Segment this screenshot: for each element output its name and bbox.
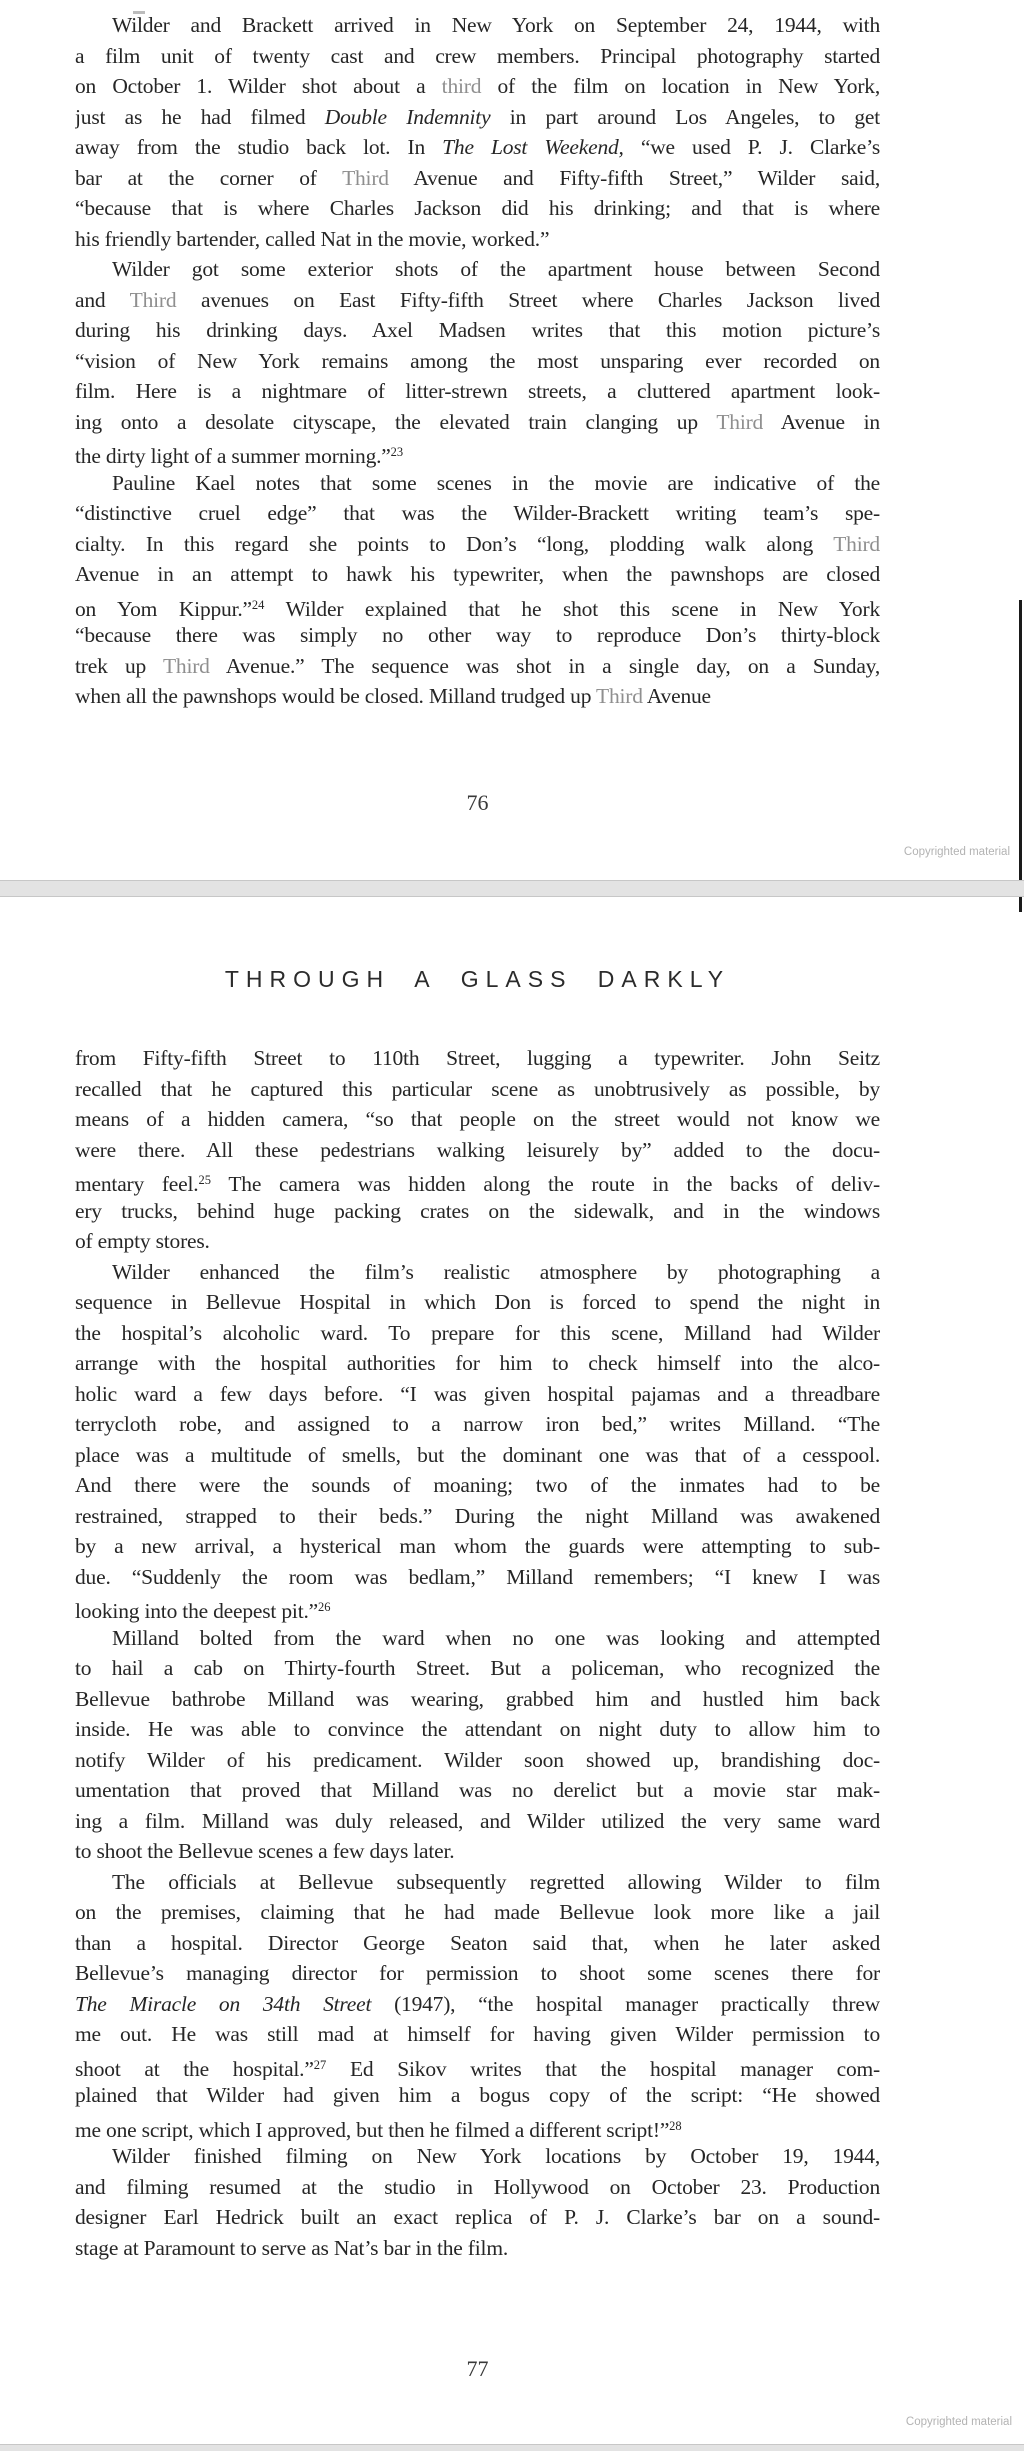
text-line: by a new arrival, a hysterical man whom the guards were attempting to sub- bbox=[75, 1534, 880, 1558]
text-line: Bellevue’s managing director for permission to shoot some scenes there for bbox=[75, 1961, 880, 1985]
text-line: Wilder got some exterior shots of the apartment house between Second bbox=[112, 257, 880, 281]
text-line: than a hospital. Director George Seaton said that, when he later asked bbox=[75, 1930, 880, 1955]
text-line: when all the pawnshops would be closed. Milland trudged up Third Avenue bbox=[75, 684, 711, 708]
highlighted-term: Third bbox=[129, 287, 177, 312]
running-header: THROUGH A GLASS DARKLY bbox=[224, 966, 731, 992]
text-line: to shoot the Bellevue scenes a few days later. bbox=[75, 1839, 455, 1863]
text-line: The Miracle on 34th Street (1947), “the hospital manager practically threw bbox=[75, 1991, 880, 2016]
text-line: Pauline Kael notes that some scenes in the movie are indicative of the bbox=[112, 470, 880, 495]
text-line: were there. All these pedestrians walking leisurely by” added to the docu- bbox=[75, 1137, 880, 1162]
text-line: restrained, strapped to their beds.” During the night Milland was awakened bbox=[75, 1503, 880, 1528]
text-line: bar at the corner of Third Avenue and Fifty-fifth Street,” Wilder said, bbox=[75, 165, 880, 190]
book-title-italic: The Miracle on 34th Street bbox=[75, 1991, 372, 2016]
text-line: sequence in Bellevue Hospital in which Don is forced to spend the night in bbox=[75, 1290, 880, 1314]
text-line: Avenue in an attempt to hawk his typewriter, when the pawnshops are closed bbox=[75, 562, 880, 586]
paragraph bbox=[75, 254, 880, 468]
text-line: shoot at the hospital.”$^{27}$ Ed Sikov writes that the hospital manager com- bbox=[75, 2056, 880, 2080]
copyright-label: Copyrighted material bbox=[903, 846, 1010, 858]
text-line: Bellevue bathrobe Milland was wearing, grabbed him and hustled him back bbox=[75, 1686, 880, 1711]
text-line: to hail a cab on Thirty-fourth Street. But a policeman, who recognized the bbox=[75, 1656, 880, 1680]
text-line: “because that is where Charles Jackson did his drinking; and that is where bbox=[75, 196, 880, 220]
paragraph bbox=[75, 1867, 880, 2142]
highlighted-term: Third bbox=[716, 409, 764, 434]
paragraph bbox=[75, 2141, 880, 2263]
highlighted-term: Third bbox=[833, 531, 880, 556]
text-line: And there were the sounds of moaning; two of the inmates had to be bbox=[75, 1473, 880, 1497]
text-line: Wilder enhanced the film’s realistic atmosphere by photographing a bbox=[112, 1259, 880, 1284]
highlighted-term: Third bbox=[342, 165, 389, 190]
footnote-reference: 28 bbox=[669, 2118, 682, 2133]
text-line: cialty. In this regard she points to Don’s “long, plodding walk along Third bbox=[75, 531, 880, 556]
text-line: The officials at Bellevue subsequently regretted allowing Wilder to film bbox=[112, 1869, 880, 1894]
book-title-italic: Double Indemnity bbox=[324, 104, 491, 129]
page-number-77: 77 bbox=[466, 2356, 489, 2381]
paragraph bbox=[75, 468, 880, 712]
text-line: place was a multitude of smells, but the dominant one was that of a cesspool. bbox=[75, 1442, 880, 1467]
text-line: designer Earl Hedrick built an exact replica of P. J. Clarke’s bar on a sound- bbox=[75, 2205, 880, 2229]
text-line: the dirty light of a summer morning.”$^{23}$ bbox=[75, 444, 404, 468]
text-line: mentary feel.$^{25}$ The camera was hidden along the route in the backs of deliv- bbox=[75, 1172, 880, 1196]
text-line: and Third avenues on East Fifty-fifth Street where Charles Jackson lived bbox=[75, 287, 880, 312]
text-line: ing onto a desolate cityscape, the elevated train clanging up Third Avenue in bbox=[75, 409, 880, 434]
text-line: Milland bolted from the ward when no one was looking and attempted bbox=[112, 1625, 880, 1650]
text-line: Wilder finished filming on New York locations by October 19, 1944, bbox=[112, 2144, 880, 2168]
text-line: means of a hidden camera, “so that people on the street would not know we bbox=[75, 1107, 880, 1131]
page-edge-artifact-bar bbox=[1019, 600, 1022, 912]
text-line: during his drinking days. Axel Madsen writes that this motion picture’s bbox=[75, 318, 880, 342]
paragraph bbox=[75, 1043, 880, 1257]
text-line: away from the studio back lot. In The Lost Weekend, “we used P. J. Clarke’s bbox=[75, 135, 880, 159]
paragraph bbox=[75, 10, 880, 254]
book-title-italic: The Lost Weekend, bbox=[442, 135, 624, 159]
footnote-reference: 27 bbox=[313, 2057, 327, 2072]
text-line: from Fifty-fifth Street to 110th Street, lugging a typewriter. John Seitz bbox=[75, 1046, 880, 1070]
text-line: looking into the deepest pit.”$^{26}$ bbox=[75, 1599, 331, 1623]
text-line: umentation that proved that Milland was no derelict but a movie star mak- bbox=[75, 1778, 880, 1802]
text-line: holic ward a few days before. “I was given hospital pajamas and a threadbare bbox=[75, 1381, 880, 1406]
text-line: me one script, which I approved, but then he filmed a different script!”$^{28}$ bbox=[75, 2117, 682, 2141]
text-line: arrange with the hospital authorities for him to check himself into the alco- bbox=[75, 1351, 880, 1375]
page-divider-band bbox=[0, 880, 1024, 897]
text-line: stage at Paramount to serve as Nat’s bar in the film. bbox=[75, 2235, 509, 2260]
text-line: his friendly bartender, called Nat in the movie, worked.” bbox=[75, 226, 550, 251]
text-line: the hospital’s alcoholic ward. To prepare for this scene, Milland had Wilder bbox=[75, 1320, 880, 1345]
page-76-text-block bbox=[75, 10, 880, 712]
highlighted-term: third bbox=[441, 74, 482, 98]
text-line: “because there was simply no other way to reproduce Don’s thirty-block bbox=[75, 623, 880, 647]
text-line: recalled that he captured this particular scene as unobtrusively as possible, by bbox=[75, 1076, 880, 1101]
text-line: and filming resumed at the studio in Hollywood on October 23. Production bbox=[75, 2174, 880, 2199]
text-line: Wilder and Brackett arrived in New York on September 24, 1944, with bbox=[112, 13, 880, 37]
text-line: “distinctive cruel edge” that was the Wilder-Brackett writing team’s spe- bbox=[75, 501, 880, 525]
bottom-divider-band bbox=[0, 2444, 1024, 2451]
highlighted-term: Third bbox=[596, 684, 643, 708]
text-line: on October 1. Wilder shot about a third of the film on location in New York, bbox=[75, 74, 880, 98]
text-line: “vision of New York remains among the most unsparing ever recorded on bbox=[75, 348, 880, 373]
text-line: trek up Third Avenue.” The sequence was shot in a single day, on a Sunday, bbox=[75, 653, 880, 678]
text-line: notify Wilder of his predicament. Wilder soon showed up, brandishing doc- bbox=[75, 1747, 880, 1772]
copyright-label: Copyrighted material bbox=[905, 2416, 1012, 2428]
text-line: a film unit of twenty cast and crew members. Principal photography started bbox=[75, 43, 880, 68]
text-line: ing a film. Milland was duly released, and Wilder utilized the very same ward bbox=[75, 1808, 880, 1833]
text-line: due. “Suddenly the room was bedlam,” Milland remembers; “I knew I was bbox=[75, 1564, 880, 1589]
page-number-76: 76 bbox=[466, 790, 489, 815]
text-line: on Yom Kippur.”$^{24}$ Wilder explained that he shot this scene in New York bbox=[75, 596, 880, 620]
text-line: me out. He was still mad at himself for having given Wilder permission to bbox=[75, 2022, 880, 2046]
text-line: ery trucks, behind huge packing crates on the sidewalk, and in the windows bbox=[75, 1198, 880, 1223]
text-line: just as he had filmed Double Indemnity in part around Los Angeles, to get bbox=[75, 104, 880, 129]
text-line: terrycloth robe, and assigned to a narrow iron bed,” writes Milland. “The bbox=[75, 1412, 880, 1436]
footnote-reference: 25 bbox=[198, 1173, 211, 1187]
footnote-reference: 23 bbox=[390, 445, 404, 459]
text-line: inside. He was able to convince the attendant on night duty to allow him to bbox=[75, 1717, 880, 1741]
text-line: film. Here is a nightmare of litter-strewn streets, a cluttered apartment look- bbox=[75, 379, 880, 403]
highlighted-term: Third bbox=[162, 653, 210, 678]
text-line: of empty stores. bbox=[75, 1229, 210, 1253]
paragraph bbox=[75, 1257, 880, 1623]
text-line: plained that Wilder had given him a bogus copy of the script: “He showed bbox=[75, 2083, 880, 2107]
footnote-reference: 24 bbox=[251, 597, 265, 612]
paragraph bbox=[75, 1623, 880, 1867]
text-line: on the premises, claiming that he had made Bellevue look more like a jail bbox=[75, 1900, 880, 1924]
footnote-reference: 26 bbox=[318, 1600, 331, 1614]
page-77-text-block bbox=[75, 1043, 880, 2263]
